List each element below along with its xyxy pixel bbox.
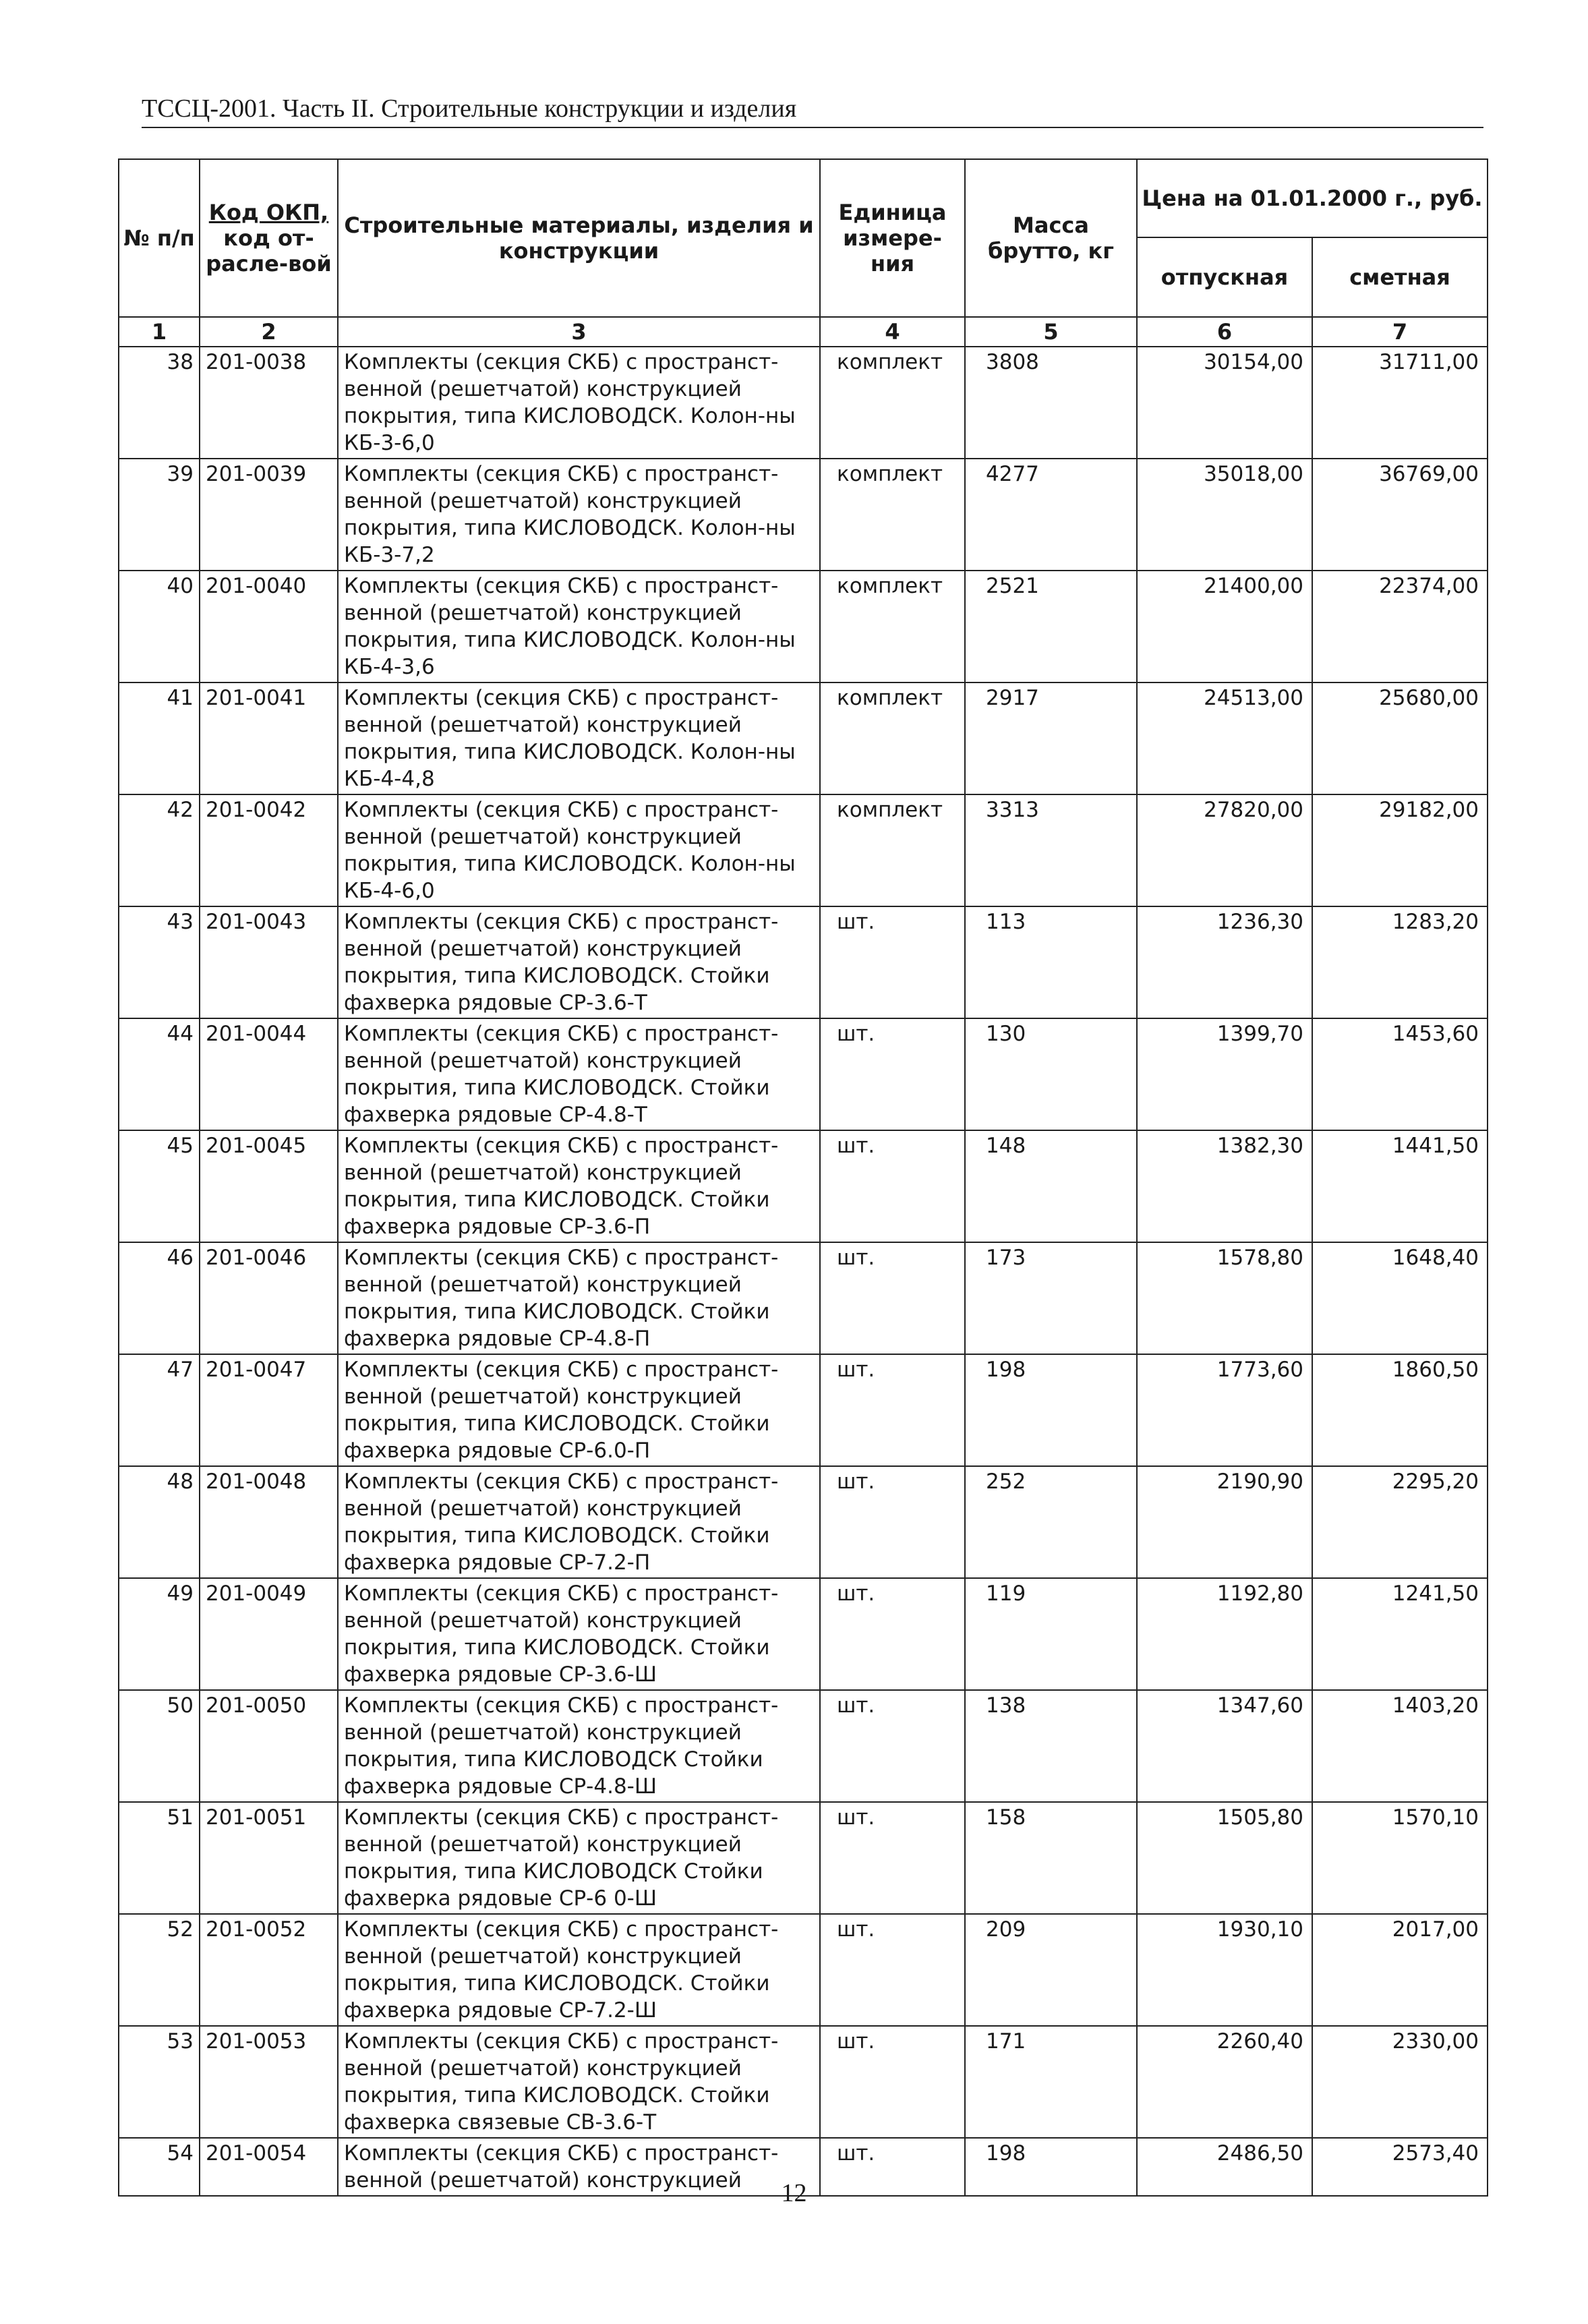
row-number: 44 xyxy=(119,1018,200,1130)
row-code: 201-0043 xyxy=(200,906,338,1018)
row-mass: 4277 xyxy=(965,459,1137,571)
row-price-estimate: 1453,60 xyxy=(1312,1018,1488,1130)
row-name: Комплекты (секция СКБ) с пространст-венной (решетчатой) конструкцией покрытия, типа КИСЛОВОДСК. Стойки фахверка рядовые СР-7.2-П xyxy=(338,1466,820,1578)
table-row xyxy=(119,459,1488,571)
row-name: Комплекты (секция СКБ) с пространст-венной (решетчатой) конструкцией xyxy=(338,2138,820,2196)
table-row xyxy=(119,794,1488,906)
row-number: 45 xyxy=(119,1130,200,1242)
row-number: 52 xyxy=(119,1914,200,2026)
col-unit-header: Единица измере-ния xyxy=(820,159,965,317)
row-price-release: 1236,30 xyxy=(1137,906,1312,1018)
row-price-release: 1192,80 xyxy=(1137,1578,1312,1690)
row-name: Комплекты (секция СКБ) с пространст-венной (решетчатой) конструкцией покрытия, типа КИСЛОВОДСК. Стойки фахверка рядовые СР-3.6-П xyxy=(338,1130,820,1242)
row-number: 40 xyxy=(119,571,200,682)
row-unit: шт. xyxy=(820,1914,965,2026)
row-name: Комплекты (секция СКБ) с пространст-венной (решетчатой) конструкцией покрытия, типа КИСЛОВОДСК. Стойки фахверка рядовые СР-3.6-Т xyxy=(338,906,820,1018)
col-num-header: № п/п xyxy=(119,159,200,317)
row-unit: шт. xyxy=(820,1130,965,1242)
row-number: 49 xyxy=(119,1578,200,1690)
row-price-estimate: 1441,50 xyxy=(1312,1130,1488,1242)
row-unit: шт. xyxy=(820,1018,965,1130)
row-code: 201-0048 xyxy=(200,1466,338,1578)
column-number: 4 xyxy=(820,317,965,347)
row-mass: 138 xyxy=(965,1690,1137,1802)
col-code-header-okp: Код ОКП, xyxy=(208,200,329,225)
row-price-estimate: 36769,00 xyxy=(1312,459,1488,571)
row-price-release: 1505,80 xyxy=(1137,1802,1312,1914)
row-price-estimate: 2573,40 xyxy=(1312,2138,1488,2196)
row-name: Комплекты (секция СКБ) с пространст-венной (решетчатой) конструкцией покрытия, типа КИСЛОВОДСК. Стойки фахверка связевые СВ-3.6-Т xyxy=(338,2026,820,2138)
row-name: Комплекты (секция СКБ) с пространст-венной (решетчатой) конструкцией покрытия, типа КИСЛОВОДСК. Стойки фахверка рядовые СР-3.6-Ш xyxy=(338,1578,820,1690)
row-name: Комплекты (секция СКБ) с пространст-венной (решетчатой) конструкцией покрытия, типа КИСЛОВОДСК Стойки фахверка рядовые СР-4.8-Ш xyxy=(338,1690,820,1802)
row-mass: 130 xyxy=(965,1018,1137,1130)
row-name: Комплекты (секция СКБ) с пространст-венной (решетчатой) конструкцией покрытия, типа КИСЛОВОДСК. Стойки фахверка рядовые СР-4.8-П xyxy=(338,1242,820,1354)
row-name: Комплекты (секция СКБ) с пространст-венной (решетчатой) конструкцией покрытия, типа КИСЛОВОДСК Стойки фахверка рядовые СР-6 0-Ш xyxy=(338,1802,820,1914)
row-number: 54 xyxy=(119,2138,200,2196)
row-code: 201-0045 xyxy=(200,1130,338,1242)
row-code: 201-0038 xyxy=(200,347,338,459)
row-mass: 198 xyxy=(965,1354,1137,1466)
row-price-release: 1347,60 xyxy=(1137,1690,1312,1802)
row-mass: 2521 xyxy=(965,571,1137,682)
row-code: 201-0039 xyxy=(200,459,338,571)
row-unit: шт. xyxy=(820,1466,965,1578)
row-price-release: 24513,00 xyxy=(1137,682,1312,794)
row-price-release: 1382,30 xyxy=(1137,1130,1312,1242)
row-name: Комплекты (секция СКБ) с пространст-венной (решетчатой) конструкцией покрытия, типа КИСЛОВОДСК. Стойки фахверка рядовые СР-4.8-Т xyxy=(338,1018,820,1130)
row-number: 41 xyxy=(119,682,200,794)
row-unit: шт. xyxy=(820,1578,965,1690)
row-price-estimate: 25680,00 xyxy=(1312,682,1488,794)
row-price-release: 1578,80 xyxy=(1137,1242,1312,1354)
row-price-estimate: 1860,50 xyxy=(1312,1354,1488,1466)
row-code: 201-0042 xyxy=(200,794,338,906)
row-name: Комплекты (секция СКБ) с пространст-венной (решетчатой) конструкцией покрытия, типа КИСЛОВОДСК. Колон-ны КБ-3-7,2 xyxy=(338,459,820,571)
row-mass: 119 xyxy=(965,1578,1137,1690)
row-unit: комплект xyxy=(820,347,965,459)
row-code: 201-0053 xyxy=(200,2026,338,2138)
row-name: Комплекты (секция СКБ) с пространст-венной (решетчатой) конструкцией покрытия, типа КИСЛОВОДСК. Колон-ны КБ-4-4,8 xyxy=(338,682,820,794)
row-code: 201-0052 xyxy=(200,1914,338,2026)
row-mass: 3808 xyxy=(965,347,1137,459)
row-price-release: 2486,50 xyxy=(1137,2138,1312,2196)
table-row xyxy=(119,1578,1488,1690)
table-row xyxy=(119,682,1488,794)
row-unit: комплект xyxy=(820,459,965,571)
row-name: Комплекты (секция СКБ) с пространст-венной (решетчатой) конструкцией покрытия, типа КИСЛОВОДСК. Колон-ны КБ-4-3,6 xyxy=(338,571,820,682)
row-price-release: 1399,70 xyxy=(1137,1018,1312,1130)
row-price-release: 1930,10 xyxy=(1137,1914,1312,2026)
row-unit: шт. xyxy=(820,2026,965,2138)
table-row xyxy=(119,1914,1488,2026)
row-mass: 171 xyxy=(965,2026,1137,2138)
row-price-release: 2190,90 xyxy=(1137,1466,1312,1578)
row-unit: шт. xyxy=(820,1354,965,1466)
row-price-release: 30154,00 xyxy=(1137,347,1312,459)
row-mass: 3313 xyxy=(965,794,1137,906)
row-number: 39 xyxy=(119,459,200,571)
table-row xyxy=(119,1354,1488,1466)
page-header: ТССЦ-2001. Часть II. Строительные конструкции и изделия xyxy=(142,93,1483,128)
column-number: 2 xyxy=(200,317,338,347)
price-table xyxy=(118,158,1488,2197)
row-code: 201-0049 xyxy=(200,1578,338,1690)
row-price-release: 21400,00 xyxy=(1137,571,1312,682)
column-number: 7 xyxy=(1312,317,1488,347)
row-code: 201-0040 xyxy=(200,571,338,682)
column-number: 1 xyxy=(119,317,200,347)
row-mass: 209 xyxy=(965,1914,1137,2026)
table-row xyxy=(119,2026,1488,2138)
table-row xyxy=(119,1690,1488,1802)
row-mass: 113 xyxy=(965,906,1137,1018)
row-name: Комплекты (секция СКБ) с пространст-венной (решетчатой) конструкцией покрытия, типа КИСЛОВОДСК. Колон-ны КБ-4-6,0 xyxy=(338,794,820,906)
table-row xyxy=(119,1466,1488,1578)
row-price-release: 35018,00 xyxy=(1137,459,1312,571)
row-mass: 198 xyxy=(965,2138,1137,2196)
row-price-estimate: 31711,00 xyxy=(1312,347,1488,459)
row-unit: комплект xyxy=(820,571,965,682)
col-code-header-branch: код от-расле-вой xyxy=(206,225,332,277)
row-number: 51 xyxy=(119,1802,200,1914)
row-code: 201-0050 xyxy=(200,1690,338,1802)
row-code: 201-0051 xyxy=(200,1802,338,1914)
row-number: 38 xyxy=(119,347,200,459)
row-mass: 252 xyxy=(965,1466,1137,1578)
col-mass-header: Масса брутто, кг xyxy=(965,159,1137,317)
column-number: 5 xyxy=(965,317,1137,347)
row-name: Комплекты (секция СКБ) с пространст-венной (решетчатой) конструкцией покрытия, типа КИСЛОВОДСК. Колон-ны КБ-3-6,0 xyxy=(338,347,820,459)
row-unit: комплект xyxy=(820,682,965,794)
table-row xyxy=(119,1802,1488,1914)
row-name: Комплекты (секция СКБ) с пространст-венной (решетчатой) конструкцией покрытия, типа КИСЛОВОДСК. Стойки фахверка рядовые СР-7.2-Ш xyxy=(338,1914,820,2026)
row-price-release: 1773,60 xyxy=(1137,1354,1312,1466)
row-unit: шт. xyxy=(820,1802,965,1914)
row-number: 50 xyxy=(119,1690,200,1802)
row-number: 48 xyxy=(119,1466,200,1578)
row-number: 47 xyxy=(119,1354,200,1466)
col-name-header: Строительные материалы, изделия и конструкции xyxy=(338,159,820,317)
row-mass: 173 xyxy=(965,1242,1137,1354)
table-header xyxy=(119,159,1488,347)
table-row xyxy=(119,571,1488,682)
row-number: 53 xyxy=(119,2026,200,2138)
row-code: 201-0041 xyxy=(200,682,338,794)
row-price-estimate: 22374,00 xyxy=(1312,571,1488,682)
column-number: 6 xyxy=(1137,317,1312,347)
row-price-release: 27820,00 xyxy=(1137,794,1312,906)
col-price-release-header: отпускная xyxy=(1137,237,1312,317)
row-price-estimate: 2017,00 xyxy=(1312,1914,1488,2026)
page-number: 12 xyxy=(781,2179,807,2207)
row-unit: комплект xyxy=(820,794,965,906)
row-price-estimate: 1648,40 xyxy=(1312,1242,1488,1354)
row-code: 201-0046 xyxy=(200,1242,338,1354)
col-price-estimate-header: сметная xyxy=(1312,237,1488,317)
column-number: 3 xyxy=(338,317,820,347)
row-code: 201-0044 xyxy=(200,1018,338,1130)
row-price-estimate: 1241,50 xyxy=(1312,1578,1488,1690)
row-price-estimate: 1570,10 xyxy=(1312,1802,1488,1914)
table-body xyxy=(119,347,1488,2196)
row-number: 43 xyxy=(119,906,200,1018)
col-price-group-header: Цена на 01.01.2000 г., руб. xyxy=(1137,159,1488,237)
table-row xyxy=(119,347,1488,459)
column-number-row xyxy=(119,317,1488,347)
row-unit: шт. xyxy=(820,1242,965,1354)
row-price-estimate: 2330,00 xyxy=(1312,2026,1488,2138)
row-mass: 148 xyxy=(965,1130,1137,1242)
table-row xyxy=(119,1018,1488,1130)
row-unit: шт. xyxy=(820,2138,965,2196)
row-code: 201-0054 xyxy=(200,2138,338,2196)
table-row xyxy=(119,1130,1488,1242)
row-number: 42 xyxy=(119,794,200,906)
row-name: Комплекты (секция СКБ) с пространст-венной (решетчатой) конструкцией покрытия, типа КИСЛОВОДСК. Стойки фахверка рядовые СР-6.0-П xyxy=(338,1354,820,1466)
row-mass: 158 xyxy=(965,1802,1137,1914)
row-price-estimate: 1403,20 xyxy=(1312,1690,1488,1802)
row-price-estimate: 2295,20 xyxy=(1312,1466,1488,1578)
row-mass: 2917 xyxy=(965,682,1137,794)
row-unit: шт. xyxy=(820,906,965,1018)
row-price-release: 2260,40 xyxy=(1137,2026,1312,2138)
col-code-header xyxy=(200,159,338,317)
table-row xyxy=(119,1242,1488,1354)
row-unit: шт. xyxy=(820,1690,965,1802)
row-number: 46 xyxy=(119,1242,200,1354)
row-price-estimate: 29182,00 xyxy=(1312,794,1488,906)
table-row xyxy=(119,906,1488,1018)
row-price-estimate: 1283,20 xyxy=(1312,906,1488,1018)
row-code: 201-0047 xyxy=(200,1354,338,1466)
